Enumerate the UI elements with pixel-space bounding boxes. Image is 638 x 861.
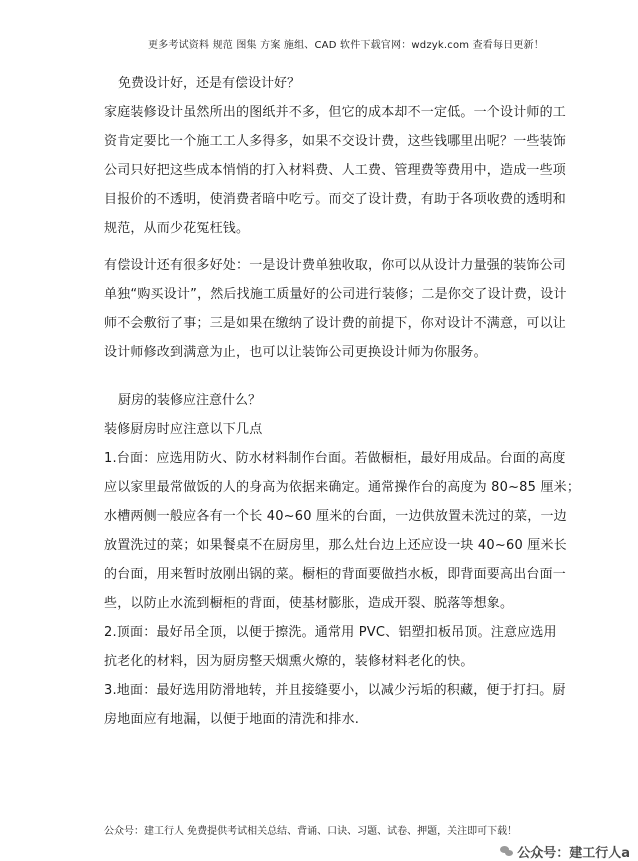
paragraph-line: 房地面应有地漏，以便于地面的清洗和排水.	[104, 712, 360, 727]
paragraph-line: 的台面，用来暂时放刚出锅的菜。橱柜的背面要做挡水板，即背面要高出台面一	[104, 567, 567, 582]
paragraph-paid-design-benefits	[104, 251, 567, 367]
paragraph-line: 公司只好把这些成本悄悄的打入材料费、人工费、管理费等费用中，造成一些项	[104, 163, 567, 178]
paragraph-line: 设计师修改到满意为止，也可以让装饰公司更换设计师为你服务。	[104, 345, 487, 360]
watermark	[500, 842, 630, 861]
section-heading-design-fee: 免费设计好，还是有偿设计好？	[118, 76, 301, 91]
paragraph-line: 应以家里最常做饭的人的身高为依据来确定。通常操作台的高度为 80~85 厘米；	[104, 480, 581, 495]
paragraph-line: 目报价的不透明，使消费者暗中吃亏。而交了设计费，有助于各项收费的透明和	[104, 192, 567, 207]
paragraph-line: 2.顶面：最好吊全顶，以便于擦洗。通常用 PVC、铝塑扣板吊顶。注意应选用	[104, 625, 557, 640]
paragraph-line: 有偿设计还有很多好处：一是设计费单独收取，你可以从设计力量强的装饰公司	[104, 258, 567, 273]
paragraph-line: 1.台面：应选用防火、防水材料制作台面。若做橱柜，最好用成品。台面的高度	[104, 451, 566, 466]
paragraph-line: 规范，从而少花冤枉钱。	[104, 221, 250, 236]
section-gap	[104, 367, 556, 387]
footer-note: 公众号：建工行人 免费提供考试相关总结、背诵、口诀、习题、试卷、押题，关注即可下载！	[104, 826, 518, 837]
wechat-icon	[500, 846, 513, 857]
paragraph-line: 水槽两侧一般应各有一个长 40~60 厘米的台面，一边供放置未洗过的菜，一边	[104, 509, 567, 524]
paragraph-line: 家庭装修设计虽然所出的图纸并不多，但它的成本却不一定低。一个设计师的工	[104, 105, 567, 120]
paragraph-line: 3.地面：最好选用防滑地转，并且接缝要小，以减少污垢的积藏，便于打扫。厨	[104, 683, 566, 698]
paragraph-design-cost	[104, 98, 567, 243]
list-item-ceiling	[104, 618, 556, 676]
watermark-text: 公众号：建工行人a	[517, 846, 630, 861]
paragraph-line: 放置洗过的菜；如果餐桌不在厨房里，那么灶台边上还应设一块 40~60 厘米长	[104, 538, 567, 553]
list-item-countertop	[104, 444, 581, 618]
paragraph-line: 些，以防止水流到橱柜的背面，使基材膨胀，造成开裂、脱落等想象。	[104, 596, 514, 611]
paragraph-gap	[104, 243, 556, 251]
list-item-floor	[104, 676, 566, 734]
paragraph-line: 单独“购买设计”，然后找施工质量好的公司进行装修；二是你交了设计费，设计	[104, 287, 567, 302]
paragraph-line: 抗老化的材料，因为厨房整天烟熏火燎的，装修材料老化的快。	[104, 654, 474, 669]
document-body	[104, 70, 581, 734]
kitchen-intro: 装修厨房时应注意以下几点	[104, 422, 263, 437]
paragraph-line: 师不会敷衍了事；三是如果在缴纳了设计费的前提下，你对设计不满意，可以让	[104, 316, 567, 331]
paragraph-line: 资肯定要比一个施工工人多得多，如果不交设计费，这些钱哪里出呢？一些装饰	[104, 134, 567, 149]
section-heading-kitchen: 厨房的装修应注意什么？	[118, 393, 262, 408]
header-note: 更多考试资料 规范 图集 方案 施组、CAD 软件下载官网：wdzyk.com 查看每日更新！	[147, 40, 544, 51]
